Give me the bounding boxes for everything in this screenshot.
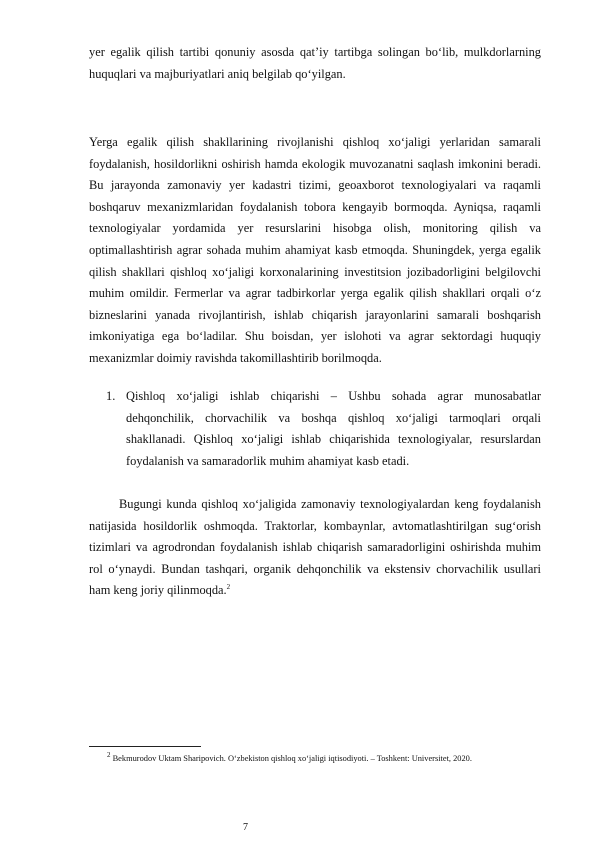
- paragraph-land-ownership: Yerga egalik qilish shakllarining rivojlanishi qishloq xo‘jaligi yerlaridan samarali foydalanish, hosildorlikni oshirish hamda ekologik muvozanatni saqlash imkonini beradi. Bu jarayonda zamonaviy yer kadastri tizimi, geoaxborot texnologiyalari va raqamli boshqaruv mexanizmlaridan foydalanish tobora kengayib bormoqda. Ayniqsa, raqamli texnologiyalar yordamida yer resurslarini hisobga olish, monitoring qilish va optimallashtirish agrar sohada muhim ahamiyat kasb etmoqda. Shuningdek, yerga egalik qilish shakllari qishloq xo‘jaligi korxonalarining investitsion jozibadorligini belgilovchi muhim omildir. Fermerlar va agrar tadbirkorlar yerga egalik qilish shakllari orqali o‘z bizneslarini yanada rivojlantirish, ishlab chiqarish jarayonlarini samarali boshqarish imkoniyatiga ega bo‘ladilar. Shu boisdan, yer islohoti va agrar sektordagi huquqiy mexanizmlar doimiy ravishda takomillashtirib borilmoqda.: [89, 135, 541, 365]
- paragraph-modern-technologies: [89, 494, 541, 602]
- page-number: 7: [243, 822, 248, 833]
- paragraph-continuation: yer egalik qilish tartibi qonuniy asosda qat’iy tartibga solingan bo‘lib, mulkdorlarning huquqlari va majburiyatlari aniq belgilab qo‘yilgan.: [89, 45, 541, 81]
- list-item-number: 1.: [106, 389, 116, 403]
- footnote-reference[interactable]: 2: [226, 583, 231, 592]
- list-item-text: Qishloq xo‘jaligi ishlab chiqarishi – Ushbu sohada agrar munosabatlar dehqonchilik, chorvachilik va boshqa qishloq xo‘jaligi tarmoqlari orqali shakllanadi. Qishloq xo‘jaligi ishlab chiqarishida texnologiyalar, resurslardan foydalanish va samaradorlik muhim ahamiyat kasb etadi.: [126, 389, 541, 468]
- paragraph-modern-technologies-text: Bugungi kunda qishloq xo‘jaligida zamonaviy texnologiyalardan keng foydalanish natijasida hosildorlik oshmoqda. Traktorlar, kombaynlar, avtomatlashtirilgan sug‘orish tizimlari va agrodrondan foydalanish ishlab chiqarish samaradorligini oshirishda muhim rol o‘ynaydi. Bundan tashqari, organik dehqonchilik va ekstensiv chorvachilik usullari ham keng joriy qilinmoqda.: [89, 497, 541, 598]
- footnote-text: Bekmurodov Uktam Sharipovich. O‘zbekiston qishloq xo‘jaligi iqtisodiyoti. – Toshkent: Universitet, 2020.: [112, 754, 472, 763]
- footnote-marker: 2: [107, 751, 111, 760]
- footnote-divider: [89, 746, 201, 747]
- footnote: [107, 750, 541, 768]
